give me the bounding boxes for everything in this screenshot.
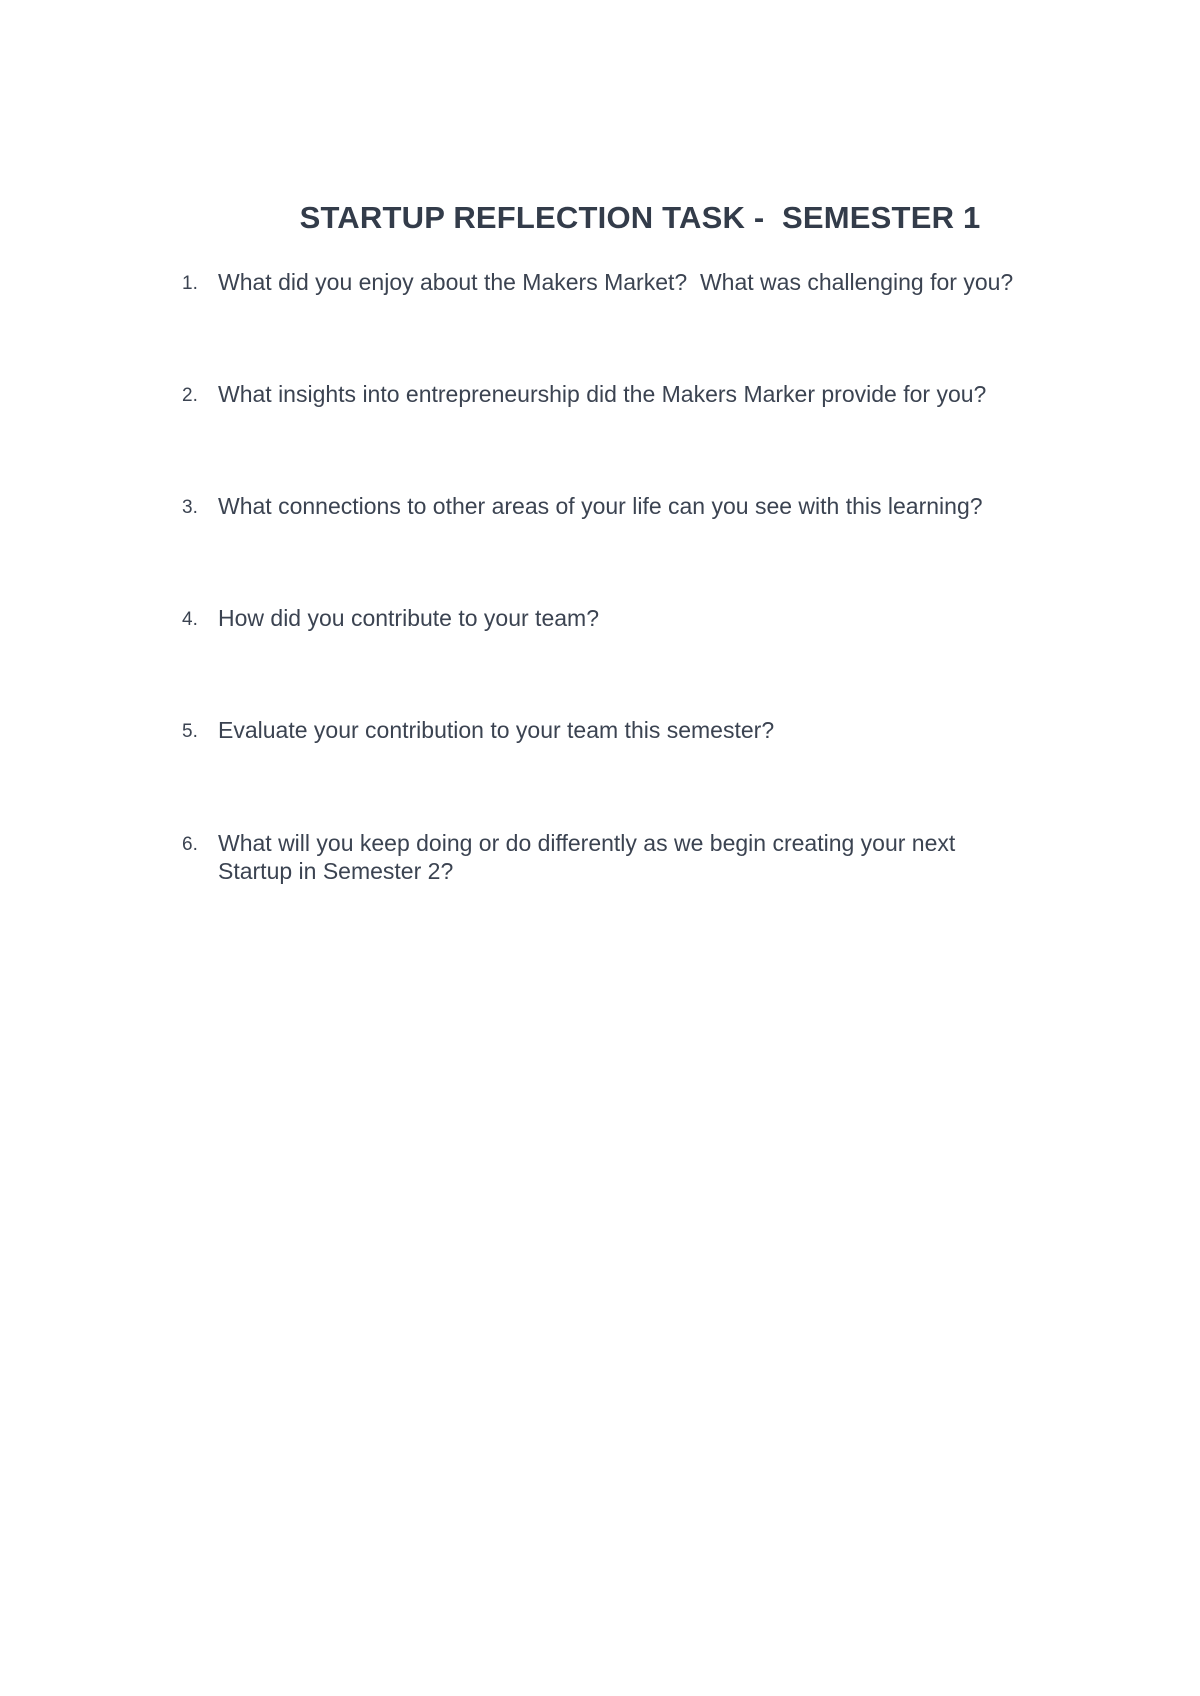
question-text: What insights into entrepreneurship did the Makers Marker provide for you? bbox=[218, 381, 987, 407]
question-text: Evaluate your contribution to your team this semester? bbox=[218, 717, 775, 743]
question-text: What did you enjoy about the Makers Market? What was challenging for you? bbox=[218, 269, 1014, 295]
document-title: STARTUP REFLECTION TASK - SEMESTER 1 bbox=[299, 200, 981, 235]
question-number: 2. bbox=[182, 385, 198, 406]
question-number: 5. bbox=[182, 721, 198, 742]
question-text: What will you keep doing or do differently as we begin creating your next Startup in Semester 2? bbox=[218, 830, 962, 884]
question-number: 3. bbox=[182, 497, 198, 518]
question-number: 4. bbox=[182, 609, 198, 630]
question-text: How did you contribute to your team? bbox=[218, 605, 599, 631]
question-number: 1. bbox=[182, 273, 198, 294]
question-number: 6. bbox=[182, 834, 198, 855]
question-text: What connections to other areas of your life can you see with this learning? bbox=[218, 493, 983, 519]
